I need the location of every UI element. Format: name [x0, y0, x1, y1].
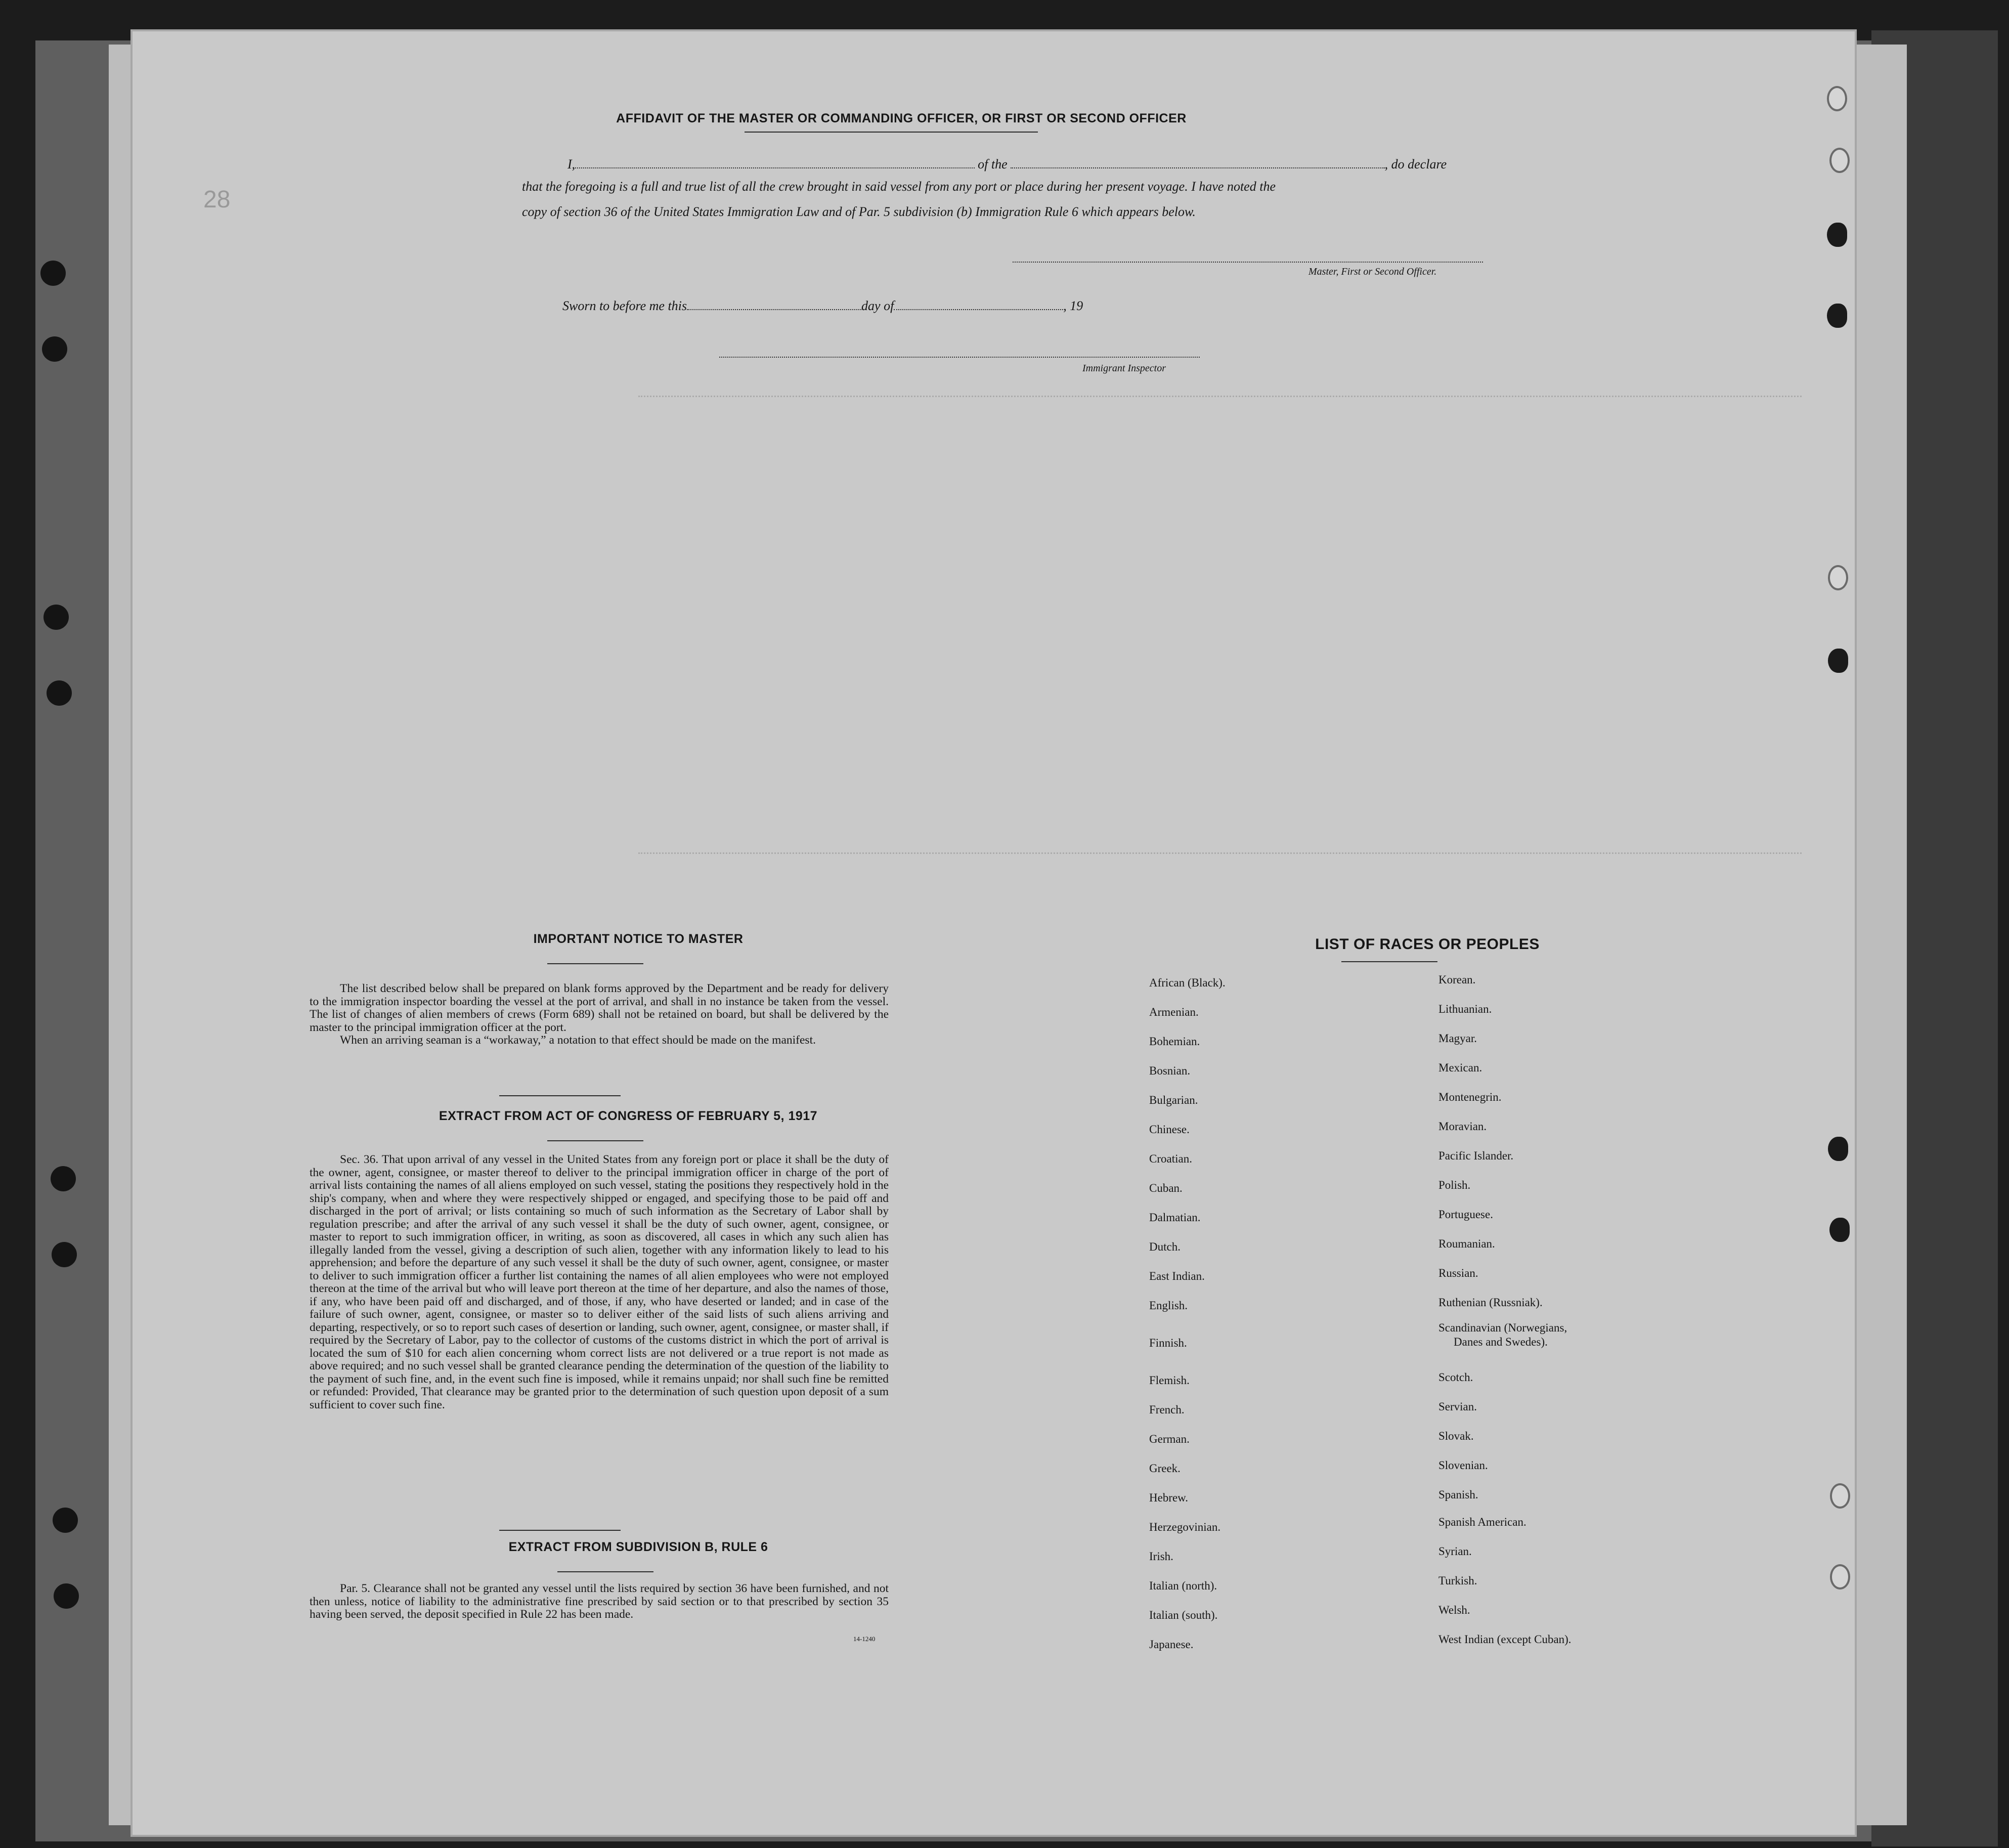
race-item: Finnish. [1149, 1337, 1187, 1349]
year-label: , 19 [1063, 298, 1083, 313]
punch-hole [1828, 565, 1848, 590]
punch-hole [1829, 148, 1850, 173]
race-item: Cuban. [1149, 1182, 1183, 1194]
punch-hole [1830, 1483, 1850, 1509]
race-item: Japanese. [1149, 1638, 1194, 1651]
punch-hole [1830, 1564, 1850, 1589]
inspector-signature-line[interactable] [719, 357, 1200, 358]
race-item: Slovenian. [1438, 1459, 1488, 1472]
races-title: LIST OF RACES OR PEOPLES [1315, 936, 1540, 953]
race-item: Korean. [1438, 973, 1476, 986]
rule-extract-underline [557, 1571, 653, 1572]
act-extract-title: EXTRACT FROM ACT OF CONGRESS OF FEBRUARY 5, 1917 [439, 1109, 818, 1123]
notice-divider [499, 1095, 621, 1096]
races-underline [1341, 961, 1437, 962]
race-item: Mexican. [1438, 1061, 1482, 1074]
race-item: Scandinavian (Norwegians, [1438, 1321, 1567, 1334]
race-item: Polish. [1438, 1179, 1471, 1191]
notice-title: IMPORTANT NOTICE TO MASTER [533, 932, 744, 946]
binder-hole [47, 680, 72, 706]
race-item: Montenegrin. [1438, 1091, 1502, 1103]
rule-extract-text [310, 1582, 889, 1621]
name-field[interactable] [575, 166, 975, 168]
race-item: Syrian. [1438, 1545, 1472, 1558]
race-item: German. [1149, 1433, 1190, 1445]
race-item: Welsh. [1438, 1604, 1470, 1616]
affidavit-body-line1: that the foregoing is a full and true list of all the crew brought in said vessel from any port or place during her present voyage. I have noted the [522, 179, 1276, 194]
race-item: Spanish American. [1438, 1516, 1526, 1528]
master-caption: Master, First or Second Officer. [1308, 266, 1437, 277]
race-item: Portuguese. [1438, 1208, 1493, 1221]
act-extract-underline [547, 1140, 643, 1141]
declaration-line [567, 157, 1447, 172]
binder-hole [43, 605, 69, 630]
binder-hole [42, 336, 67, 362]
binder-hole [40, 261, 66, 286]
race-item: Bosnian. [1149, 1064, 1191, 1077]
race-item: Turkish. [1438, 1574, 1477, 1587]
race-item: French. [1149, 1403, 1185, 1416]
day-of-label: day of [861, 298, 894, 313]
race-item: East Indian. [1149, 1270, 1205, 1282]
race-item: Hebrew. [1149, 1491, 1189, 1504]
race-item: Pacific Islander. [1438, 1149, 1514, 1162]
race-item: Dutch. [1149, 1240, 1181, 1253]
act-extract-divider [499, 1530, 621, 1531]
title-underline [745, 132, 1038, 133]
notice-underline [547, 963, 643, 964]
month-field[interactable] [894, 308, 1063, 310]
race-item: Lithuanian. [1438, 1003, 1492, 1015]
day-field[interactable] [687, 308, 861, 310]
act-extract-text [310, 1153, 889, 1411]
race-item: Dalmatian. [1149, 1211, 1201, 1224]
race-item: African (Black). [1149, 976, 1226, 989]
race-item: Bohemian. [1149, 1035, 1200, 1048]
form-number: 14-1240 [853, 1635, 876, 1643]
race-item: Ruthenian (Russniak). [1438, 1296, 1543, 1309]
rule-extract-title: EXTRACT FROM SUBDIVISION B, RULE 6 [508, 1540, 768, 1554]
notice-paragraph-1: The list described below shall be prepared on blank forms approved by the Department and be ready for delivery to the immigration inspector boarding the vessel at the port of arrival, and shall in no instance be taken from the vessel. The list of changes of alien members of crews (Form 689) shall not be retained on board, but shall be delivered by the master to the principal immigration officer at the port. [310, 982, 889, 1034]
manifest-sheet [133, 31, 1855, 1835]
affidavit-title: AFFIDAVIT OF THE MASTER OR COMMANDING OFFICER, OR FIRST OR SECOND OFFICER [616, 111, 1187, 125]
race-item: Magyar. [1438, 1032, 1477, 1045]
punch-hole [1827, 304, 1847, 328]
race-item: Flemish. [1149, 1374, 1190, 1387]
par-5-text: Par. 5. Clearance shall not be granted any vessel until the lists required by section 36 have been furnished, and not then unless, notice of liability to the administrative fine prescribed by said section or to that prescribed by section 35 having been served, the deposit specified in Rule 22 has been made. [310, 1582, 889, 1621]
binder-hole [53, 1508, 78, 1533]
race-item: Croatian. [1149, 1152, 1192, 1165]
binder-hole [54, 1583, 79, 1609]
punch-hole [1829, 1218, 1850, 1242]
affidavit-body-line2: copy of section 36 of the United States Immigration Law and of Par. 5 subdivision (b) Immigration Rule 6 which appears below. [522, 204, 1196, 219]
race-item: Greek. [1149, 1462, 1181, 1475]
race-item: Armenian. [1149, 1006, 1199, 1018]
inspector-caption: Immigrant Inspector [1082, 363, 1166, 374]
race-item: West Indian (except Cuban). [1438, 1633, 1571, 1646]
sworn-line [562, 298, 1083, 314]
race-item: Italian (south). [1149, 1609, 1218, 1621]
binder-hole [52, 1242, 77, 1267]
section-36-text: Sec. 36. That upon arrival of any vessel in the United States from any foreign port or place it shall be the duty of the owner, agent, consignee, or master thereof to deliver to the principal immigration officer in charge of the port of arrival lists containing the names of all aliens employed on such vessel, stating the positions they respectively hold in the ship's company, when and where they were respectively shipped or engaged, and specifying those to be paid off and discharged in the port of arrival; or lists containing so much of such information as the Secretary of Labor shall by regulation prescribe; and after the arrival of any such vessel it shall be the duty of such owner, agent, consignee, or master to report to such immigration officer, in writing, as soon as discovered, all cases in which any such alien has illegally landed from the vessel, giving a description of such alien, together with any information likely to lead to his apprehension; and before the departure of any such vessel it shall be the duty of such owner, agent, consignee, or master to deliver to such immigration officer a further list containing the names of all alien employees who were not employed thereon at the time of the arrival but who will leave port thereon at the time of her departure, and also the names of those, if any, who have been paid off and discharged, and of those, if any, who have deserted or landed; and in case of the failure of such owner, agent, consignee, or master so to deliver either of the said lists of such aliens arriving and departing, respectively, or so to report such cases of desertion or landing, such owner, agent, consignee, or master shall, if required by the Secretary of Labor, pay to the collector of customs of the customs district in which the port of arrival is located the sum of $10 for each alien concerning whom correct lists are not delivered or a true report is not made as above required; and no such vessel shall be granted clearance pending the determination of the question of the liability to the payment of such fine, and, in the event such fine is imposed, while it remains unpaid; nor shall such fine be remitted or refunded: Provided, That clearance may be granted prior to the determination of such question upon deposit of a sum sufficient to cover such fine. [310, 1153, 889, 1411]
race-item: Irish. [1149, 1550, 1173, 1563]
master-signature-line[interactable] [1013, 262, 1483, 263]
punch-hole [1828, 649, 1848, 673]
race-item: Italian (north). [1149, 1579, 1217, 1592]
race-item: English. [1149, 1299, 1188, 1312]
race-item: Spanish. [1438, 1488, 1478, 1501]
race-item: Moravian. [1438, 1120, 1487, 1133]
i-label: I, [567, 157, 576, 171]
punch-hole [1827, 223, 1847, 247]
race-item: Scotch. [1438, 1371, 1473, 1384]
race-item: Roumanian. [1438, 1237, 1495, 1250]
vessel-field[interactable] [1011, 166, 1385, 168]
punch-hole [1827, 86, 1847, 111]
notice-paragraph-2: When an arriving seaman is a “workaway,” a notation to that effect should be made on the manifest. [340, 1034, 816, 1047]
bleed-through-number: 28 [203, 186, 231, 213]
race-item: Herzegovinian. [1149, 1521, 1221, 1533]
race-item: Russian. [1438, 1267, 1478, 1279]
sworn-label: Sworn to before me this [562, 298, 687, 313]
race-item: Servian. [1438, 1400, 1477, 1413]
of-the-label: of the [978, 157, 1008, 171]
bleed-through-row [638, 396, 1802, 854]
race-item: Slovak. [1438, 1430, 1474, 1442]
punch-hole [1828, 1137, 1848, 1161]
binder-hole [51, 1166, 76, 1191]
notice-text [310, 982, 889, 1047]
race-item: Danes and Swedes). [1454, 1336, 1548, 1348]
race-item: Chinese. [1149, 1123, 1190, 1136]
do-declare-label: , do declare [1384, 157, 1447, 171]
race-item: Bulgarian. [1149, 1094, 1198, 1106]
